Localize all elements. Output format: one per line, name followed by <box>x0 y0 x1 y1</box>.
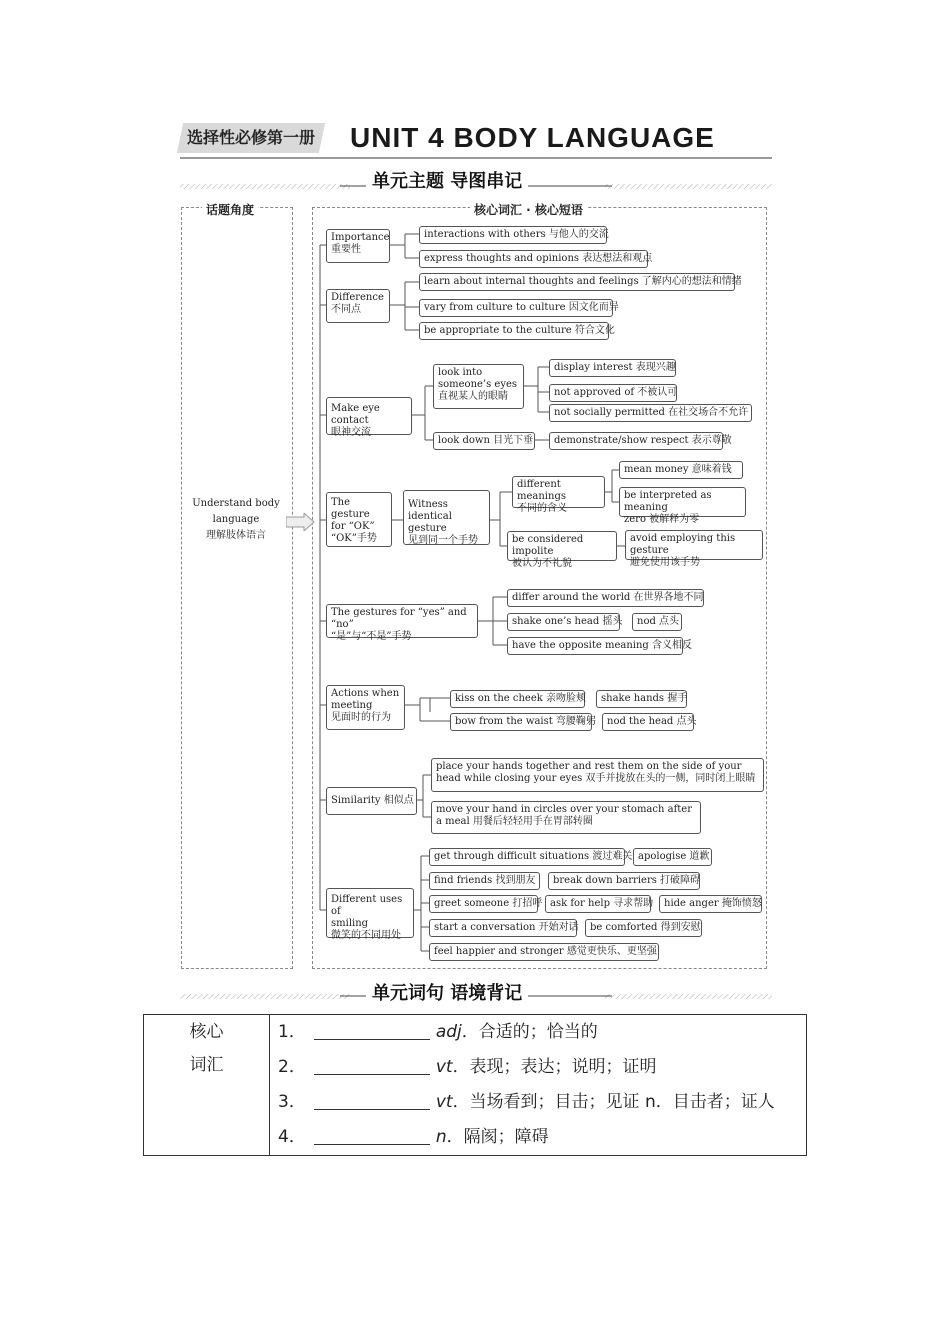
vocab-category <box>144 1015 270 1156</box>
vocab-label: 核心词汇 · 核心短语 <box>470 201 587 218</box>
meeting-item-1: kiss on the cheek 亲吻脸颊 <box>450 690 585 708</box>
smiling-item-1: get through difficult situations 渡过难关 <box>429 848 625 866</box>
smiling-item-2: apologise 道歉 <box>633 848 712 866</box>
branch-meeting: Actions when meeting 见面时的行为 <box>326 685 405 730</box>
vocab-pos-4: n <box>435 1127 447 1147</box>
unit-title: UNIT 4 BODY LANGUAGE <box>350 122 715 153</box>
vocab-meaning-2: ．表现；表达；说明；证明 <box>452 1057 657 1077</box>
topic-zh: 理解肢体语言 <box>206 530 266 541</box>
section2-title: 单元词句 语境背记 <box>366 979 528 1005</box>
smiling-item-5: greet someone 打招呼 <box>429 895 538 913</box>
smiling-item-7: hide anger 掩饰愤怒 <box>659 895 762 913</box>
difference-item-2: vary from culture to culture 因文化而异 <box>419 299 613 317</box>
topic-en: Understand body language <box>192 498 280 525</box>
eye-look-down: look down 目光下垂 <box>433 432 535 450</box>
eye-look-into-item-3: not socially permitted 在社交场合不允许 <box>549 404 752 422</box>
vocab-pos-1: adj <box>435 1022 462 1042</box>
vocab-row-1 <box>278 1015 796 1050</box>
smiling-item-9: be comforted 得到安慰 <box>585 919 702 937</box>
importance-item-2: express thoughts and opinions 表达想法和观点 <box>419 250 648 268</box>
branch-smiling: Different uses of smiling 微笑的不同用处 <box>326 888 414 938</box>
yesno-item-1: differ around the world 在世界各地不同 <box>507 589 704 607</box>
meeting-item-2: shake hands 握手 <box>596 690 687 708</box>
eye-look-into-item-2: not approved of 不被认可 <box>549 384 677 402</box>
vocab-num-3: 3． <box>278 1092 306 1112</box>
vocab-row-3 <box>278 1085 796 1120</box>
vocab-meaning-1: ．合适的；恰当的 <box>461 1022 598 1042</box>
branch-difference: Difference 不同点 <box>326 289 390 323</box>
vocab-table <box>143 1014 807 1156</box>
section1-title: 单元主题 导图串记 <box>366 167 528 193</box>
ok-different-item-2: be interpreted as meaning zero 被解释为零 <box>619 487 746 517</box>
vocab-blank-1[interactable] <box>314 1021 430 1040</box>
vocab-num-4: 4． <box>278 1127 306 1147</box>
vocab-category-line-2: 词汇 <box>189 1055 224 1075</box>
vocab-num-2: 2． <box>278 1057 306 1077</box>
ok-different-item-1: mean money 意味着钱 <box>619 461 743 479</box>
book-label: 选择性必修第一册 <box>186 128 315 147</box>
smiling-item-4: break down barriers 打破障碍 <box>548 872 700 890</box>
yesno-item-2: shake one’s head 摇头 <box>507 613 620 631</box>
smiling-item-10: feel happier and stronger 感觉更快乐、更坚强 <box>429 943 659 961</box>
ok-impolite: be considered impolite 被认为不礼貌 <box>507 531 617 561</box>
meeting-item-3: bow from the waist 弯腰鞠躬 <box>450 713 592 731</box>
ok-impolite-item: avoid employing this gesture 避免使用该手势 <box>625 530 763 560</box>
vocab-blank-2[interactable] <box>314 1056 430 1075</box>
difference-item-3: be appropriate to the culture 符合文化 <box>419 322 609 340</box>
vocab-category-line-1: 核心 <box>189 1022 224 1042</box>
branch-importance: Importance 重要性 <box>326 229 390 263</box>
vocab-entries <box>270 1015 807 1156</box>
eye-look-into-item-1: display interest 表现兴趣 <box>549 359 676 377</box>
importance-item-1: interactions with others 与他人的交流 <box>419 226 607 244</box>
vocab-pos-3: vt <box>435 1092 453 1112</box>
vocab-blank-3[interactable] <box>314 1091 430 1110</box>
branch-eye-contact: Make eye contact 眼神交流 <box>326 397 412 435</box>
branch-ok-gesture: The gesture for “OK” “OK”手势 <box>326 492 392 547</box>
vocab-row-4 <box>278 1120 796 1155</box>
smiling-item-3: find friends 找到朋友 <box>429 872 540 890</box>
ok-different-meanings: different meanings 不同的含义 <box>512 476 605 508</box>
topic-label: 话题角度 <box>202 201 258 218</box>
meeting-item-4: nod the head 点头 <box>602 713 694 731</box>
difference-item-1: learn about internal thoughts and feelings 了解内心的想法和情绪 <box>419 273 735 291</box>
branch-yes-no: The gestures for “yes” and “no” “是”与“不是”手势 <box>326 604 478 638</box>
vocab-pos-2: vt <box>435 1057 453 1077</box>
yesno-item-3: nod 点头 <box>632 613 682 631</box>
vocab-meaning-4: ．隔阂；障碍 <box>446 1127 549 1147</box>
vocab-meaning-3: ．当场看到；目击；见证 n．目击者；证人 <box>452 1092 775 1112</box>
similarity-item-1: place your hands together and rest them on the side of your head while closing your eyes 双手并拢放在头的一侧，同时闭上眼睛 <box>431 758 764 792</box>
smiling-item-6: ask for help 寻求帮助 <box>545 895 651 913</box>
similarity-item-2: move your hand in circles over your stomach after a meal 用餐后轻轻用手在胃部转圈 <box>431 801 701 834</box>
eye-look-down-item: demonstrate/show respect 表示尊敬 <box>549 432 723 450</box>
vocab-num-1: 1． <box>278 1022 306 1042</box>
eye-look-into: look into someone’s eyes 直视某人的眼睛 <box>433 364 524 409</box>
branch-similarity: Similarity 相似点 <box>326 787 417 815</box>
vocab-row-2 <box>278 1050 796 1085</box>
smiling-item-8: start a conversation 开始对话 <box>429 919 577 937</box>
vocab-blank-4[interactable] <box>314 1126 430 1145</box>
yesno-item-4: have the opposite meaning 含义相反 <box>507 637 683 655</box>
ok-witness: Witness identical gesture 见到同一个手势 <box>403 490 490 545</box>
